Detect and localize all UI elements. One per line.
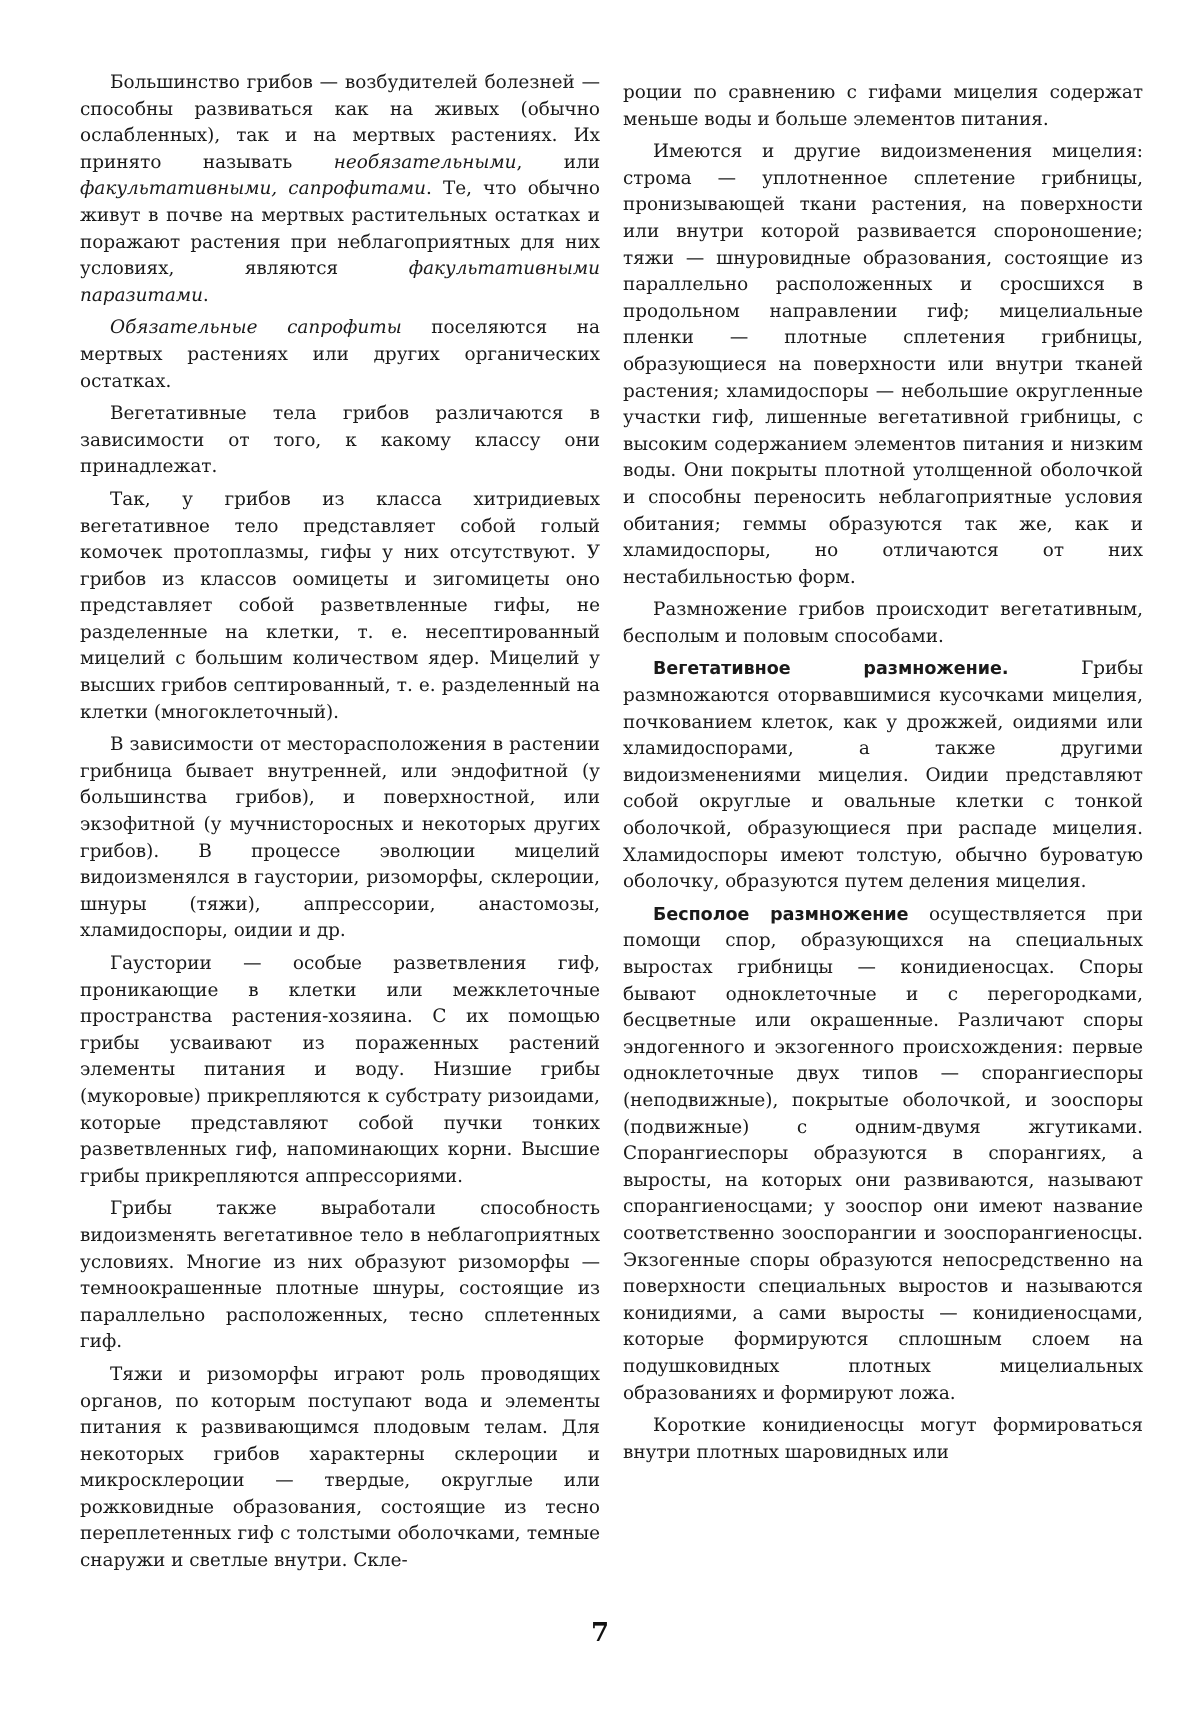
text: поселяются на мертвых растениях или других органических остатках. xyxy=(80,317,600,392)
paragraph: Гаустории — особые разветвления гиф, проникающие в клетки или межклеточные пространства растения-хозяина. С их помощью грибы усваивают из пораженных растений элементы питания и воду. Низшие грибы (мукоровые) прикрепляются к субстрату ризоидами, которые представляют собой пучки тонких разветвленных гиф, напоминающих корни. Высшие грибы прикрепляются аппрессориями. xyxy=(80,953,600,1187)
paragraph: Размножение грибов происходит вегетативным, бесполым и половым способами. xyxy=(623,599,1143,647)
paragraph: Тяжи и ризоморфы играют роль проводящих органов, по которым поступают вода и элементы питания к развивающимся плодовым телам. Для некоторых грибов характерны склероции и микросклероции — твердые, округлые или рожковидные образования, состоящие из тесно переплетенных гиф с толстыми оболочками, темные снаружи и светлые внутри. Скле- xyxy=(80,1363,600,1572)
paragraph xyxy=(623,902,1143,1407)
paragraph: Короткие конидиеносцы могут формироваться внутри плотных шаровидных или xyxy=(623,1415,1143,1463)
paragraph xyxy=(80,70,600,309)
paragraph: Так, у грибов из класса хитридиевых вегетативное тело представляет собой голый комочек протоплазмы, гифы у них отсутствуют. У грибов из классов оомицеты и зигомицеты оно представляет собой разветвленные гифы, не разделенные на клетки, т. е. несептированный мицелий с большим количеством ядер. Мицелий у высших грибов септированный, т. е. разделенный на клетки (многоклеточный). xyxy=(80,488,600,723)
paragraph xyxy=(623,656,1143,895)
text: . Те, что обычно живут в почве на мертвых растительных остатках и поражают растения при неблагоприятных для них условиях, являются xyxy=(80,178,600,280)
text: осуществляется при помощи спор, образующихся на специальных выростах грибницы — конидиеносцах. Споры бывают одноклеточные и с перегородками, бесцветные или окрашенные. Различают споры эндогенного и экзогенного происхождения: первые одноклеточные двух типов — спорангиеспоры (неподвижные), покрытые оболочкой, и зооспоры (подвижные) с одним-двумя жгутиками. Спорангиеспоры образуются в спорангиях, а выросты, на которых они развиваются, называют спорангиеносцами; у зооспор они имеют название соответственно зооспорангии и зооспорангиеносцы. Экзогенные споры образуются непосредственно на поверхности специальных выростов и называются конидиями, а сами выросты — конидиеносцами, которые формируются сплошным слоем на подушковидных плотных мицелиальных образованиях и формируют ложа. xyxy=(623,903,1143,1404)
paragraph: Грибы также выработали способность видоизменять вегетативное тело в неблагоприятных условиях. Многие из них образуют ризоморфы — темноокрашенные плотные шнуры, состоящие из параллельно расположенных, тесно сплетенных гиф. xyxy=(80,1198,600,1353)
italic-term: факультативными, сапрофитами xyxy=(80,178,426,200)
page-number: 7 xyxy=(590,1618,610,1648)
italic-term: необязательными xyxy=(333,151,517,173)
italic-term: Обязательные сапрофиты xyxy=(110,317,402,339)
paragraph: роции по сравнению с гифами мицелия содержат меньше воды и больше элементов питания. xyxy=(623,82,1143,130)
paragraph xyxy=(80,315,600,395)
text: , или xyxy=(516,151,600,173)
bold-heading: Вегетативное размножение. xyxy=(653,659,1009,680)
paragraph: Вегетативные тела грибов различаются в зависимости от того, к какому классу они принадлежат. xyxy=(80,403,600,478)
text: Большинство грибов — возбудителей болезней — способны развиваться как на живых (обычно ослабленных), так и на мертвых растениях. Их принято называть xyxy=(80,72,600,173)
paragraph: Имеются и другие видоизменения мицелия: строма — уплотненное сплетение грибницы, пронизывающей ткани растения, на поверхности или внутри которой развивается спороношение; тяжи — шнуровидные образования, состоящие из параллельно расположенных и сросшихся в продольном направлении гиф; мицелиальные пленки — плотные сплетения грибницы, образующиеся на поверхности или внутри тканей растения; хламидоспоры — небольшие округленные участки гиф, лишенные вегетативной грибницы, с высоким содержанием элементов питания и низким воды. Они покрыты плотной утолщенной оболочкой и способны переносить неблагоприятные условия обитания; геммы образуются так же, как и хламидоспоры, но отличаются от них нестабильностью форм. xyxy=(623,141,1143,588)
text: . xyxy=(202,284,209,306)
right-column xyxy=(623,80,1143,1466)
paragraph: В зависимости от месторасположения в растении грибница бывает внутренней, или эндофитной (у большинства грибов), и поверхностной, или экзофитной (у мучнисторосных и некоторых других грибов). В процессе эволюции мицелий видоизменялся в гаустории, ризоморфы, склероции, шнуры (тяжи), аппрессории, анастомозы, хламидоспоры, оидии и др. xyxy=(80,734,600,942)
italic-term: факультативными паразитами xyxy=(80,258,600,306)
bold-heading: Бесполое размножение xyxy=(653,904,909,925)
text: Грибы размножаются оторвавшимися кусочками мицелия, почкованием клеток, как у дрожжей, оидиями или хламидоспорами, а также другими видоизменениями мицелия. Оидии представляют собой округлые и овальные клетки с тонкой оболочкой, образующиеся при распаде мицелия. Хламидоспоры имеют толстую, обычно буроватую оболочку, образуются путем деления мицелия. xyxy=(623,658,1143,893)
left-column xyxy=(80,70,600,1575)
